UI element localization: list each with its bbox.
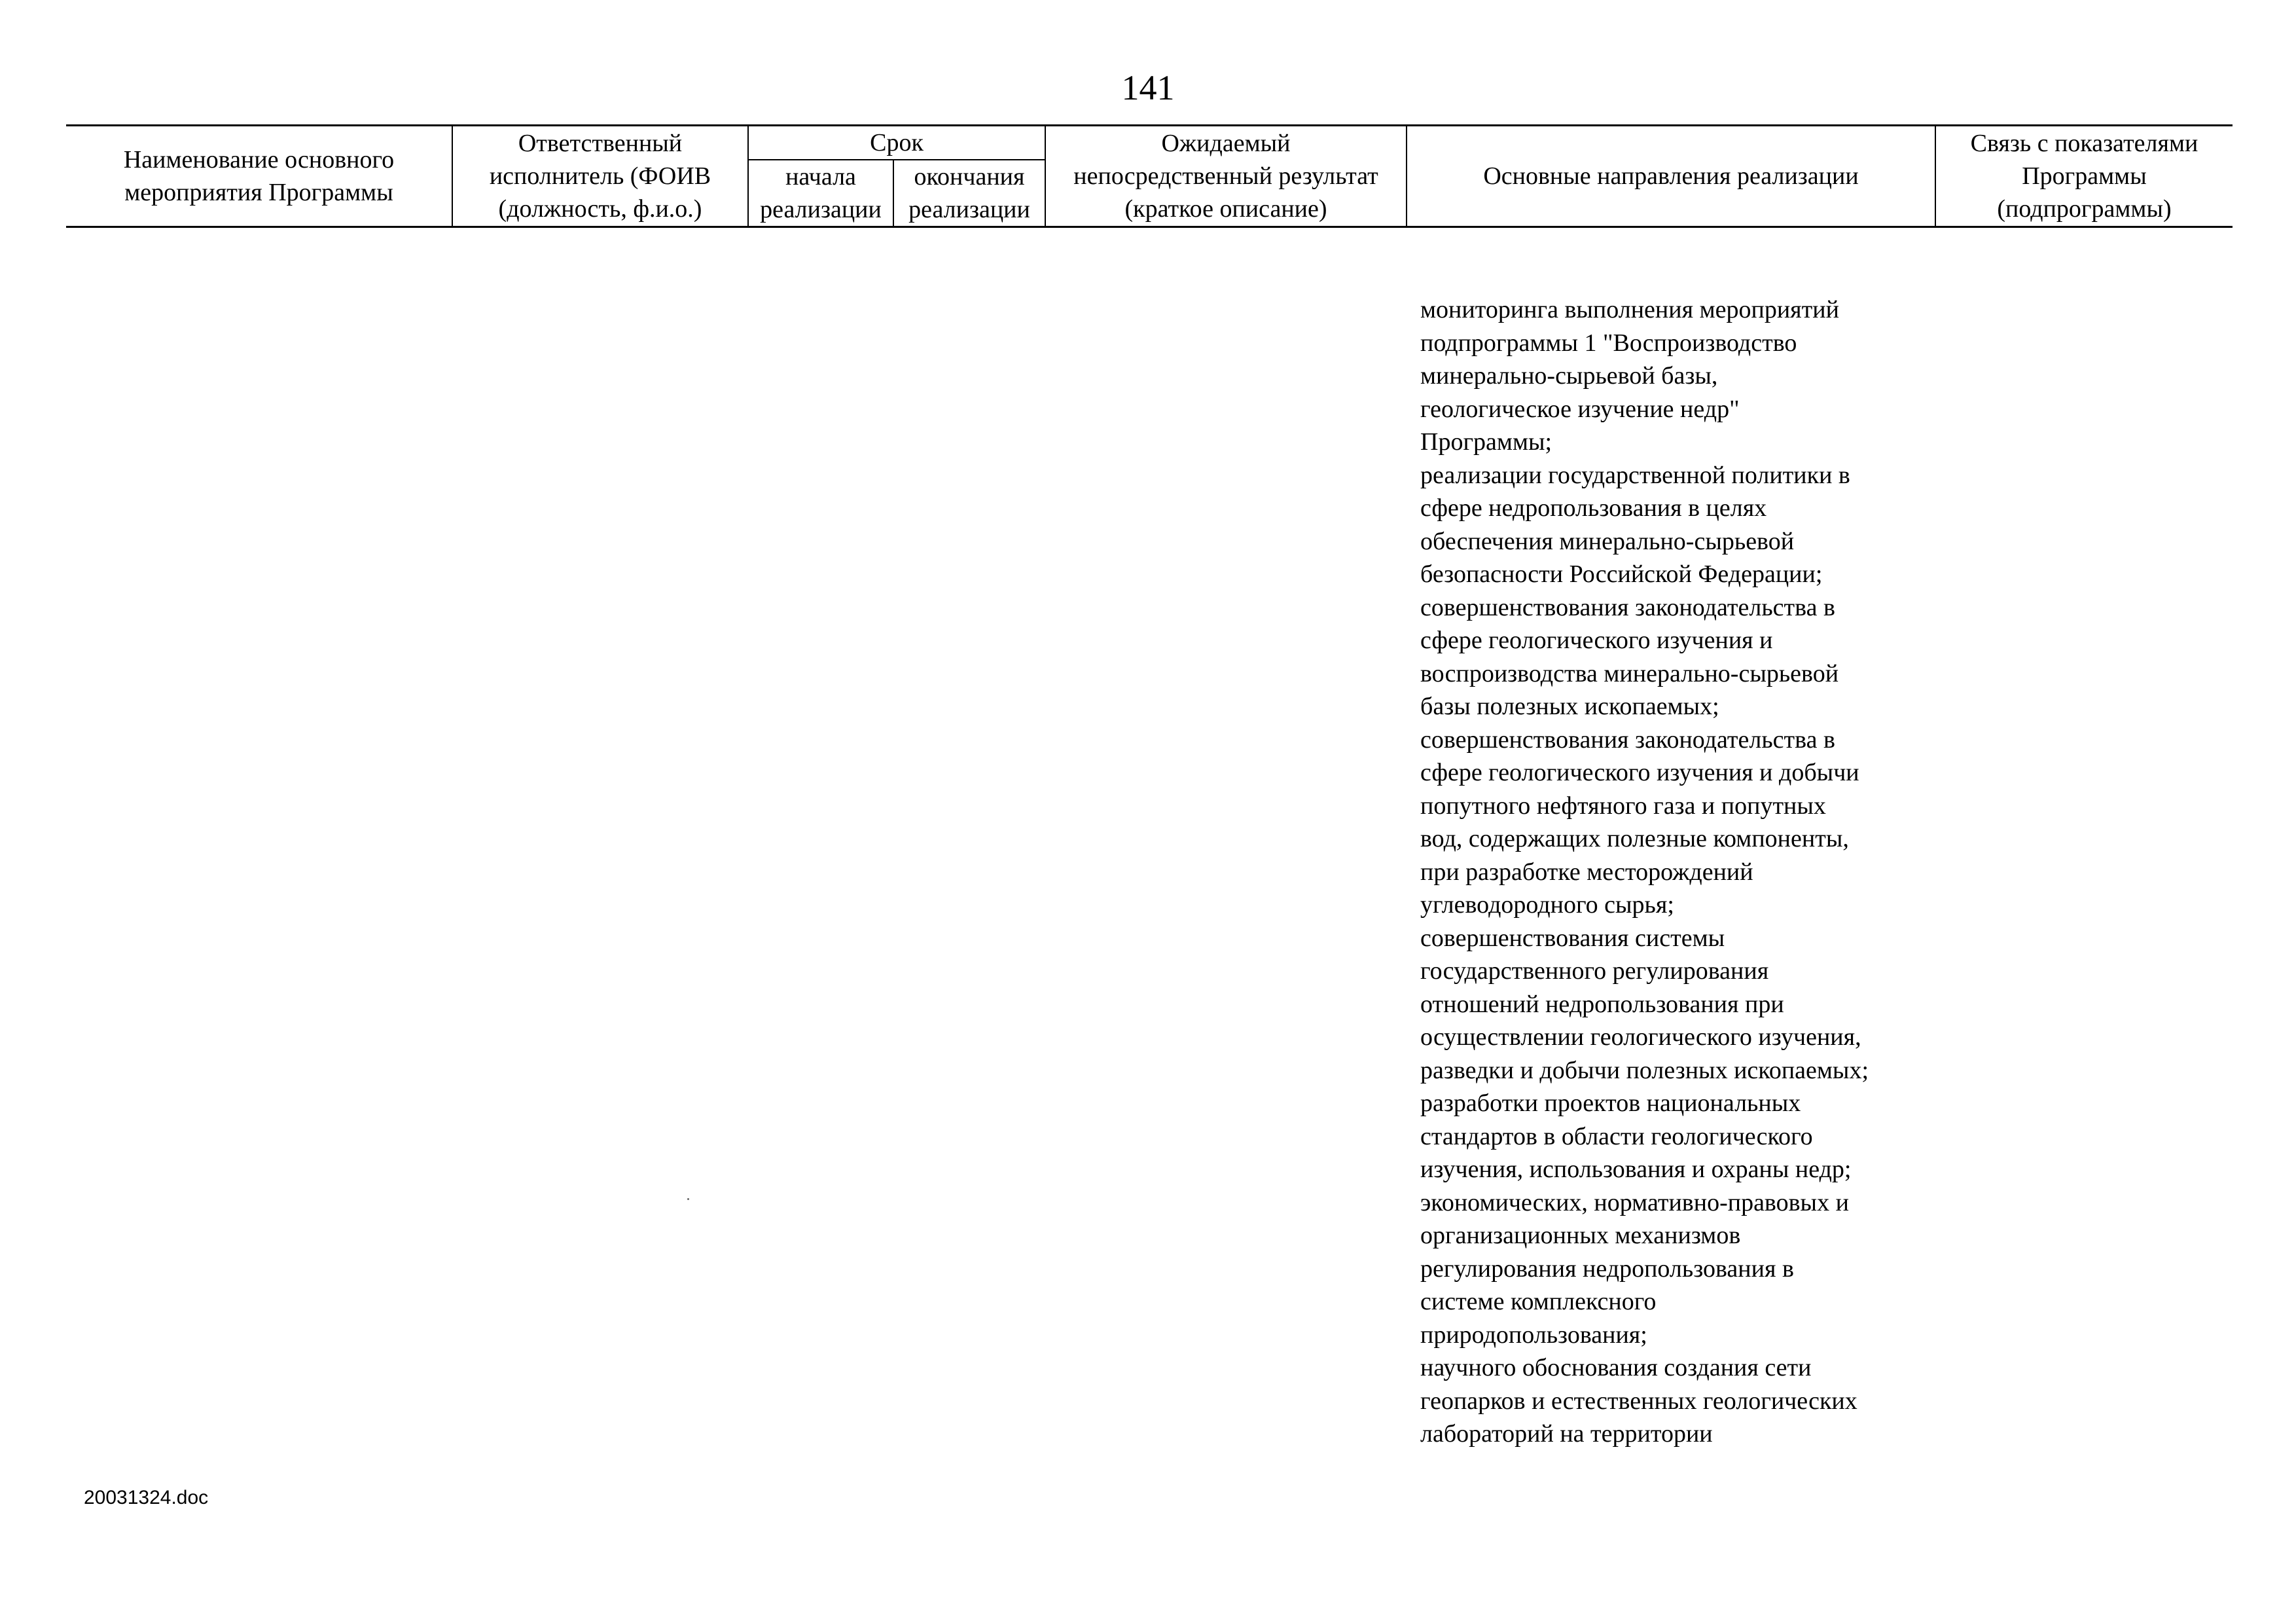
text-line: геопарков и естественных геологических bbox=[1420, 1387, 1857, 1415]
text-line: Программы; bbox=[1420, 428, 1552, 456]
scan-speck bbox=[687, 1198, 689, 1200]
text-line: природопользования; bbox=[1420, 1321, 1647, 1349]
text-line: сфере недропользования в целях bbox=[1420, 494, 1767, 522]
text-line: минерально-сырьевой базы, bbox=[1420, 362, 1718, 390]
header-event-name: Наименование основного мероприятия Программы bbox=[123, 146, 395, 206]
header-main-directions: Основные направления реализации bbox=[1407, 126, 1935, 227]
text-line: вод, содержащих полезные компоненты, bbox=[1420, 825, 1849, 852]
text-line: реализации государственной политики в bbox=[1420, 461, 1850, 489]
text-line: осуществлении геологического изучения, bbox=[1420, 1023, 1861, 1051]
text-line: стандартов в области геологического bbox=[1420, 1122, 1813, 1150]
text-line: попутного нефтяного газа и попутных bbox=[1420, 792, 1826, 820]
text-line: организационных механизмов bbox=[1420, 1222, 1741, 1249]
header-term: Срок bbox=[748, 126, 1045, 160]
text-line: отношений недропользования при bbox=[1420, 990, 1784, 1018]
text-line: совершенствования системы bbox=[1420, 924, 1725, 952]
text-line: государственного регулирования bbox=[1420, 957, 1769, 985]
text-line: совершенствования законодательства в bbox=[1420, 593, 1835, 621]
text-line: разработки проектов национальных bbox=[1420, 1089, 1801, 1117]
header-term-start: начала реализации bbox=[748, 160, 893, 227]
text-line: совершенствования законодательства в bbox=[1420, 725, 1835, 754]
text-line: базы полезных ископаемых; bbox=[1420, 693, 1719, 720]
header-responsible: Ответственный исполнитель (ФОИВ (должность, ф.и.о.) bbox=[452, 126, 748, 227]
document-filename: 20031324.doc bbox=[84, 1487, 209, 1508]
page-number: 141 bbox=[1121, 68, 1175, 107]
text-line: подпрограммы 1 "Воспроизводство bbox=[1420, 329, 1797, 357]
text-line: сфере геологического изучения и bbox=[1420, 627, 1773, 654]
text-line: обеспечения минерально-сырьевой bbox=[1420, 527, 1795, 555]
text-line: регулирования недропользования в bbox=[1420, 1254, 1794, 1283]
text-line: мониторинга выполнения мероприятий bbox=[1420, 296, 1839, 323]
text-line: воспроизводства минерально-сырьевой bbox=[1420, 659, 1839, 687]
text-line: разведки и добычи полезных ископаемых; bbox=[1420, 1056, 1869, 1084]
text-line: научного обоснования создания сети bbox=[1420, 1354, 1812, 1381]
text-line: изучения, использования и охраны недр; bbox=[1420, 1156, 1852, 1183]
text-line: экономических, нормативно-правовых и bbox=[1420, 1188, 1849, 1216]
text-line: геологическое изучение недр" bbox=[1420, 395, 1740, 423]
text-line: углеводородного сырья; bbox=[1420, 891, 1674, 919]
main-directions-text bbox=[1420, 293, 1944, 1451]
text-line: системе комплексного bbox=[1420, 1288, 1657, 1315]
text-line: сфере геологического изучения и добычи bbox=[1420, 759, 1859, 786]
text-line: при разработке месторождений bbox=[1420, 858, 1753, 886]
header-term-end: окончания реализации bbox=[893, 160, 1045, 227]
text-line: лабораторий на территории bbox=[1420, 1420, 1713, 1448]
header-indicators-link: Связь с показателями Программы (подпрограммы) bbox=[1935, 126, 2233, 227]
text-line: безопасности Российской Федерации; bbox=[1420, 560, 1823, 588]
header-expected-result: Ожидаемый непосредственный результат (краткое описание) bbox=[1045, 126, 1407, 227]
table-header bbox=[66, 124, 2233, 228]
